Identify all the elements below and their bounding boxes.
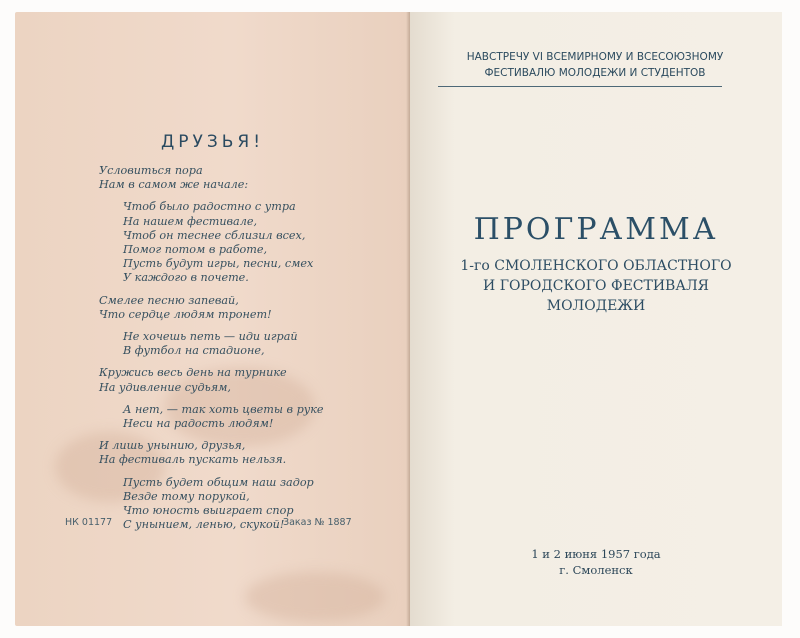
poem-line: Помог потом в работе, bbox=[123, 243, 268, 257]
poem-line: С унынием, ленью, скукой! bbox=[123, 518, 285, 532]
poem-stanza bbox=[15, 366, 410, 394]
poem-stanza bbox=[15, 403, 410, 431]
subtitle-line: МОЛОДЕЖИ bbox=[546, 298, 646, 314]
poem-stanza bbox=[15, 330, 410, 358]
poem-line: Неси на радость людям! bbox=[123, 417, 274, 431]
print-code: НК 01177 bbox=[65, 517, 113, 528]
poem-stanza bbox=[15, 294, 410, 322]
paper-stain bbox=[245, 572, 385, 622]
poem-line: На удивление судьям, bbox=[99, 380, 231, 394]
event-date: 1 и 2 июня 1957 года bbox=[531, 547, 661, 561]
right-page bbox=[410, 12, 782, 626]
poem-line: Пусть будут игры, песни, смех bbox=[123, 257, 314, 271]
poem-stanza bbox=[15, 164, 410, 192]
poem-line: Не хочешь петь — иди играй bbox=[123, 330, 298, 344]
poem-title: ДРУЗЬЯ! bbox=[160, 132, 265, 152]
poem-line: Пусть будет общим наш задор bbox=[123, 475, 314, 489]
header-line: ФЕСТИВАЛЮ МОЛОДЕЖИ И СТУДЕНТОВ bbox=[484, 67, 706, 79]
program-title: ПРОГРАММА bbox=[473, 212, 719, 247]
poem-line: У каждого в почете. bbox=[123, 271, 249, 285]
poem-line: В футбол на стадионе, bbox=[123, 344, 265, 358]
poem-line: И лишь унынию, друзья, bbox=[99, 439, 246, 453]
subtitle-line: 1-го СМОЛЕНСКОГО ОБЛАСТНОГО bbox=[460, 258, 732, 274]
header-divider bbox=[438, 86, 722, 87]
poem-line: Кружись весь день на турнике bbox=[99, 366, 287, 380]
poem-line: Что юность выиграет спор bbox=[123, 504, 294, 518]
poem-line: На фестиваль пускать нельзя. bbox=[99, 453, 287, 467]
event-date-place bbox=[410, 546, 782, 578]
order-number: Заказ № 1887 bbox=[283, 517, 352, 528]
poem-stanza bbox=[15, 439, 410, 467]
poem-line: На нашем фестивале, bbox=[123, 214, 258, 228]
poem-line: Условиться пора bbox=[99, 164, 203, 177]
poem-text bbox=[15, 164, 410, 540]
poem-line: Чтоб он теснее сблизил всех, bbox=[123, 228, 306, 242]
left-page bbox=[15, 12, 410, 626]
poem-line: Нам в самом же начале: bbox=[99, 178, 249, 192]
header-line: НАВСТРЕЧУ VI ВСЕМИРНОМУ И ВСЕСОЮЗНОМУ bbox=[466, 51, 724, 63]
poem-line: Чтоб было радостно с утра bbox=[123, 200, 296, 214]
poem-line: Везде тому порукой, bbox=[123, 489, 250, 503]
poem-line: Что сердце людям тронет! bbox=[99, 307, 272, 321]
poem-stanza bbox=[15, 200, 410, 285]
program-subtitle bbox=[410, 256, 782, 316]
festival-header bbox=[430, 49, 760, 81]
subtitle-line: И ГОРОДСКОГО ФЕСТИВАЛЯ bbox=[483, 278, 709, 294]
event-city: г. Смоленск bbox=[559, 563, 633, 577]
poem-line: А нет, — так хоть цветы в руке bbox=[123, 402, 324, 416]
poem-line: Смелее песню запевай, bbox=[99, 293, 239, 307]
